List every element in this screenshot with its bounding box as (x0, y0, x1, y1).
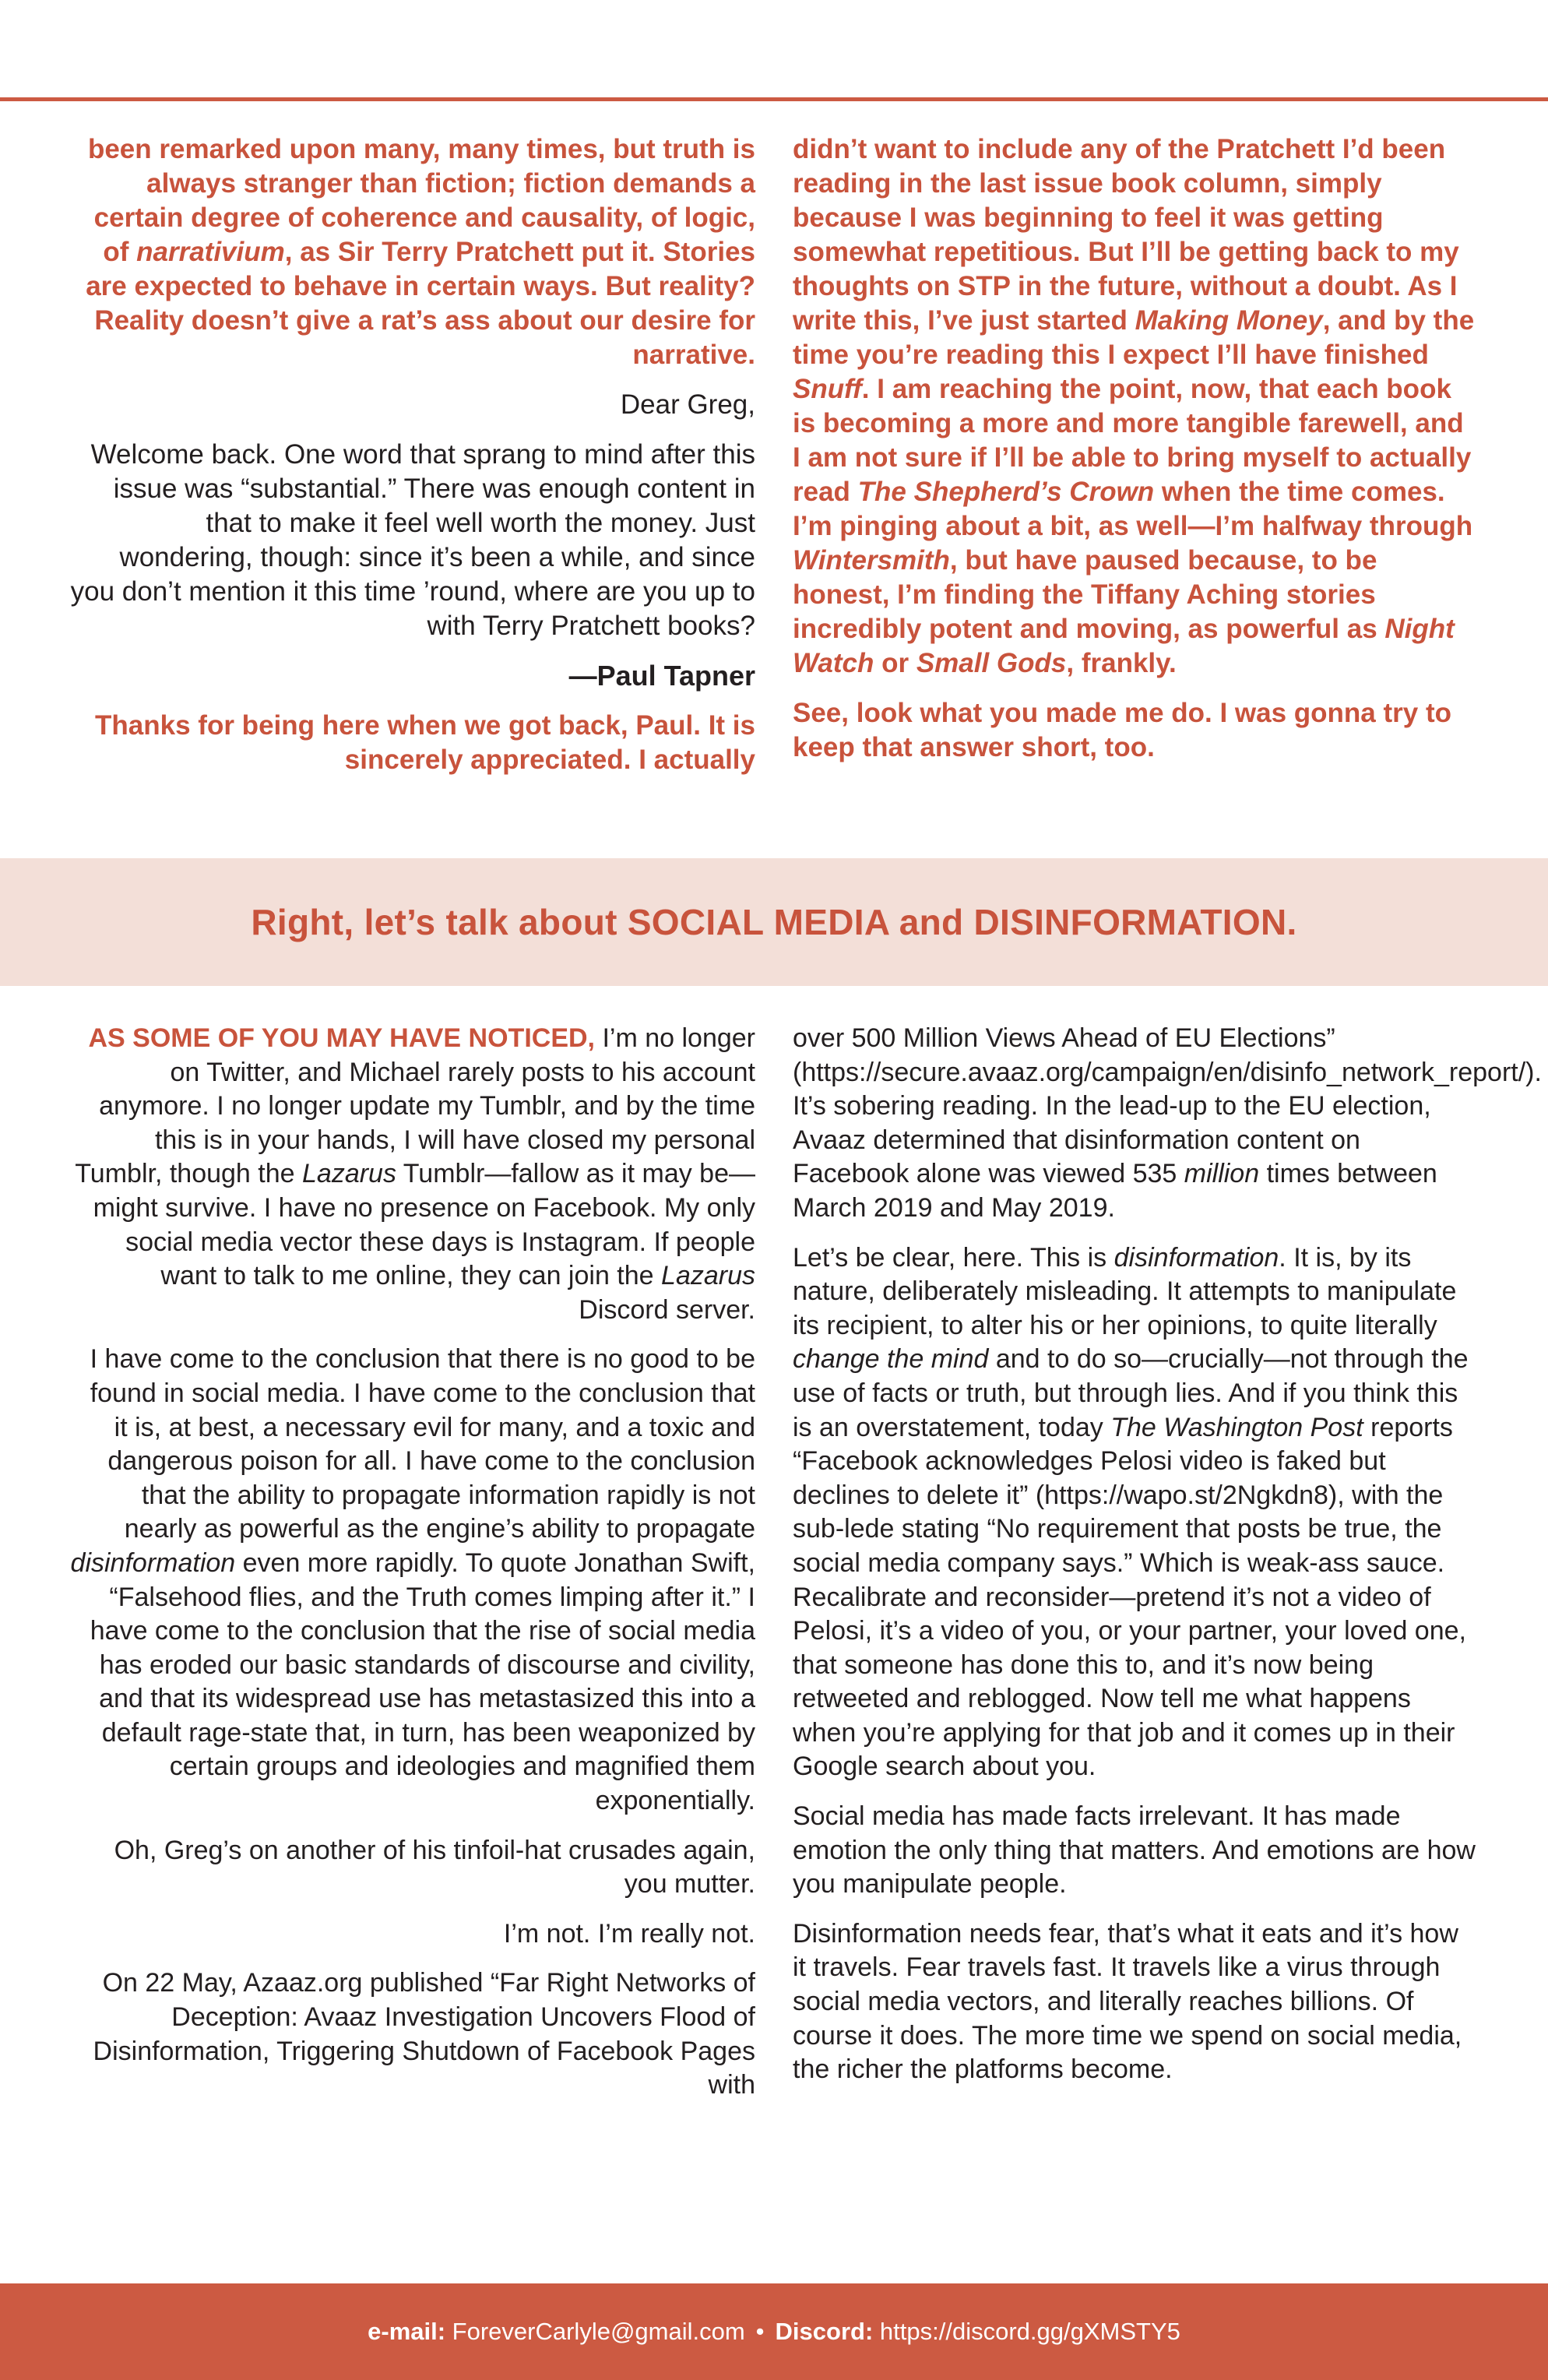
text-span: Let’s be clear, here. This is (793, 1242, 1114, 1273)
text-span: , but have paused because, to be honest, I’m finding the Tiffany Aching stories incredibly potent and moving, as powerful as (793, 545, 1385, 644)
text-span: times between March 2019 and May 2019. (793, 1159, 1437, 1223)
text-span: Discord server. (579, 1294, 755, 1325)
text-span: reports “Facebook acknowledges Pelosi video is faked but declines to delete it” (https://wapo.st/2Ngkdn8), with the sub-lede stating “No requirement that posts be true, the social media company says.” Which is weak-ass sauce. Recalibrate and reconsider—pretend it’s not a video of Pelosi, it’s a video of you, or your partner, your loved one, that someone has done this to, and it’s now being retweeted and reblogged. Now tell me what happens when you’re applying for that job and it comes up in their Google search about you. (793, 1412, 1466, 1782)
top-rule (0, 97, 1548, 101)
italic-term: disinformation (70, 1547, 236, 1578)
section-banner (0, 858, 1548, 986)
italic-term: disinformation (1114, 1242, 1279, 1273)
discord-link[interactable]: https://discord.gg/gXMSTY5 (879, 2318, 1180, 2345)
text-span: , frankly. (1066, 648, 1177, 678)
contact-footer (0, 2283, 1548, 2380)
italic-term: change the mind (793, 1344, 989, 1375)
article-paragraph: On 22 May, Azaaz.org published “Far Right Networks of Deception: Avaaz Investigation Uncovers Flood of Disinformation, Triggering Shutdown of Facebook Pages with (93, 1968, 755, 2100)
email-link[interactable]: ForeverCarlyle@gmail.com (452, 2318, 745, 2345)
text-span: Tumblr—fallow as it may be—might survive. I have no presence on Facebook. My only social media vector these days is Instagram. If people want to talk to me online, they can join the (93, 1159, 755, 1291)
text-span: I’m no longer on Twitter, and Michael rarely posts to his account anymore. I no longer update my Tumblr, and by the time this is in your hands, I will have closed my personal Tumblr, though the (75, 1023, 755, 1189)
article-paragraph (793, 1022, 1542, 1226)
text-span: , as Sir Terry Pratchett put it. Stories are expected to behave in certain ways. But reality? Reality doesn’t give a rat’s ass about our desire for narrative. (86, 237, 755, 370)
text-span: or (874, 648, 916, 678)
italic-term: Lazarus (302, 1159, 396, 1189)
lead-in: AS SOME OF YOU MAY HAVE NOTICED, (88, 1023, 595, 1053)
italic-term: million (1184, 1159, 1260, 1189)
book-title: Making Money (1135, 305, 1323, 336)
book-title: The Shepherd’s Crown (857, 477, 1155, 507)
text-span: . I am reaching the point, now, that each book is becoming a more and more tangible farewell, and I am not sure if I’ll be able to bring myself to actually read (793, 374, 1472, 507)
book-title: Snuff (793, 374, 862, 404)
article-paragraph: I’m not. I’m really not. (503, 1918, 755, 1949)
article-left-column (70, 1022, 755, 2118)
book-title: Small Gods (916, 648, 1067, 678)
intro-paragraph (70, 132, 755, 372)
text-span: even more rapidly. To quote Jonathan Swift, “Falsehood flies, and the Truth comes limping after it.” I have come to the conclusion that the rise of social media has eroded our basic standards of discourse and civility, and that its widespread use has metastasized this into a default rage-state that, in turn, has been weaponized by certain groups and ideologies and magnified them exponentially. (90, 1547, 755, 1816)
italic-term: narrativium (136, 237, 285, 267)
text-span: been remarked upon many, many times, but truth is always stranger than fiction; fiction demands a certain degree of coherence and causality, of logic, of (87, 134, 755, 267)
text-span: and to do so—crucially—not through the use of facts or truth, but through lies. And if you think this is an overstatement, today (793, 1344, 1469, 1442)
article-paragraph (793, 1241, 1478, 1785)
letter-signature: —Paul Tapner (568, 660, 755, 692)
text-span: when the time comes. I’m pinging about a bit, as well—I’m halfway through (793, 477, 1473, 541)
book-title: Wintersmith (793, 545, 950, 576)
letter-body: Welcome back. One word that sprang to mind after this issue was “substantial.” There was enough content in that to make it feel well worth the money. Just wondering, though: since it’s been a while, and since you don’t mention it this time ’round, where are you up to with Terry Pratchett books? (70, 439, 755, 641)
discord-label: Discord: (775, 2318, 874, 2345)
book-title: Night Watch (793, 614, 1455, 678)
text-span: I have come to the conclusion that there is no good to be found in social media. I have come to the conclusion that it is, at best, a necessary evil for many, and a toxic and dangerous poison for all. I have come to the conclusion that the ability to propagate information rapidly is not nearly as powerful as the engine’s ability to propagate (90, 1344, 755, 1544)
letters-left-column (70, 132, 755, 793)
article-paragraph: Disinformation needs fear, that’s what it eats and it’s how it travels. Fear travels fast. It travels like a virus through social media vectors, and literally reaches billions. Of course it does. The more time we spend on social media, the richer the platforms become. (793, 1918, 1462, 2085)
reply-continued (793, 132, 1478, 681)
email-label: e-mail: (368, 2318, 446, 2345)
text-span: . It is, by its nature, deliberately misleading. It attempts to manipulate its recipient, to alter his or her opinions, to quite literally (793, 1242, 1457, 1340)
article-paragraph (70, 1022, 755, 1327)
reply-closing: See, look what you made me do. I was gonna try to keep that answer short, too. (793, 698, 1451, 762)
section-title: Right, let’s talk about SOCIAL MEDIA and DISINFORMATION. (251, 902, 1297, 942)
article-right-column (793, 1022, 1542, 2103)
article-paragraph (70, 1343, 755, 1818)
italic-term: Lazarus (661, 1261, 755, 1291)
letters-right-column (793, 132, 1478, 780)
reply-paragraph: Thanks for being here when we got back, Paul. It is sincerely appreciated. I actually (95, 710, 755, 775)
salutation: Dear Greg, (620, 389, 755, 420)
article-paragraph: Oh, Greg’s on another of his tinfoil-hat crusades again, you mutter. (114, 1835, 755, 1899)
italic-term: The Washington Post (1110, 1412, 1363, 1442)
text-span: , and by the time you’re reading this I expect I’ll have finished (793, 305, 1475, 370)
text-span: didn’t want to include any of the Pratchett I’d been reading in the last issue book column, simply because I was beginning to feel it was getting somewhat repetitious. But I’ll be getting back to my thoughts on STP in the future, without a doubt. As I write this, I’ve just started (793, 134, 1459, 336)
text-span: over 500 Million Views Ahead of EU Elections” (https://secure.avaaz.org/campaign/en/disinfo_network_report/). It’s sobering reading. In the lead-up to the EU election, Avaaz determined that disinformation content on Facebook alone was viewed 535 (793, 1023, 1542, 1189)
article-paragraph: Social media has made facts irrelevant. It has made emotion the only thing that matters. And emotions are how you manipulate people. (793, 1801, 1476, 1899)
footer-separator: • (755, 2318, 765, 2345)
